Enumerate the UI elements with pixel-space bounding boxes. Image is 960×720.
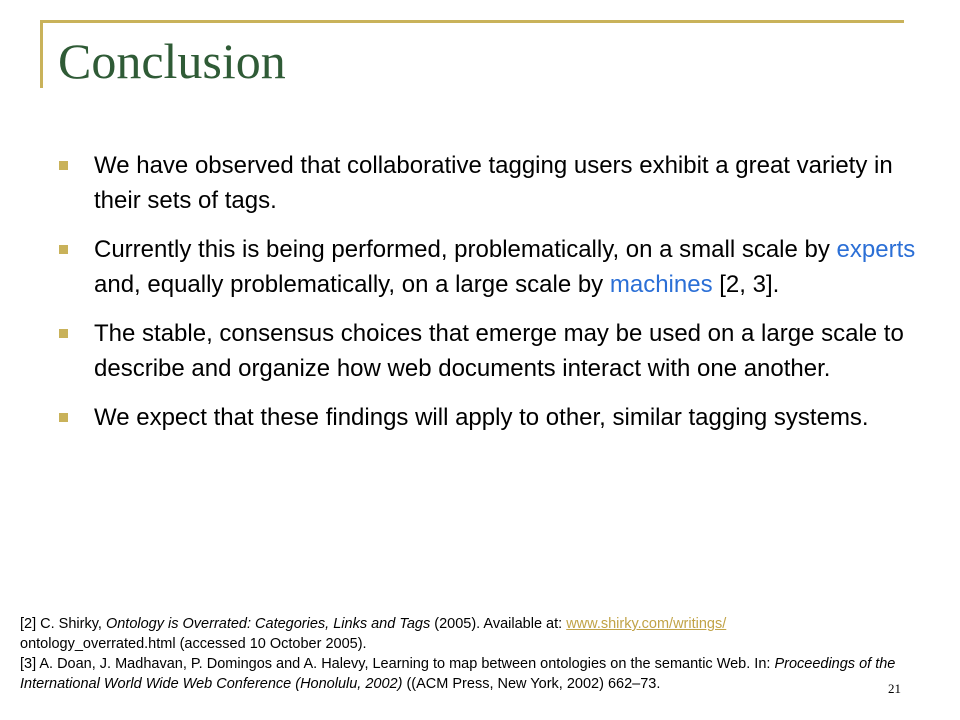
reference-3 [20, 654, 960, 694]
bullet-marker-icon [59, 161, 68, 170]
ref3-suffix: ((ACM Press, New York, 2002) 662–73. [402, 676, 661, 692]
frame-left-rule [40, 20, 43, 88]
bullet-item [58, 232, 918, 302]
bullet-highlight-text: experts [836, 236, 916, 263]
reference-2 [20, 614, 960, 654]
bullet-item [58, 148, 918, 218]
bullet-marker-icon [59, 245, 68, 254]
bullet-marker-icon [59, 329, 68, 338]
references [20, 614, 960, 694]
bullet-highlight-text: machines [609, 271, 713, 298]
bullet-item [58, 316, 918, 386]
ref2-mid: (2005). Available at: [430, 616, 567, 632]
bullet-item [58, 400, 918, 435]
page-number: 21 [888, 681, 901, 696]
bullet-list [58, 148, 918, 449]
slide-title: Conclusion [58, 33, 286, 89]
bullet-marker-icon [59, 413, 68, 422]
frame-top-rule [40, 20, 904, 23]
bullet-text: and, equally problematically, on a large scale by [94, 271, 610, 298]
bullet-text: The stable, consensus choices that emerge may be used on a large scale to describe and organize how web documents interact with one another. [94, 320, 904, 382]
ref2-title: Ontology is Overrated: Categories, Links and Tags [105, 616, 431, 632]
ref3-venue: Proceedings of the International World Wide Web Conference (Honolulu, 2002) [20, 656, 896, 692]
ref2-suffix: ontology_overrated.html (accessed 10 October 2005). [20, 636, 367, 652]
bullet-text: We have observed that collaborative tagging users exhibit a great variety in their sets of tags. [94, 152, 893, 214]
bullet-text: [2, 3]. [712, 271, 780, 298]
bullet-text: Currently this is being performed, problematically, on a small scale by [94, 236, 837, 263]
ref2-prefix: [2] C. Shirky, [20, 616, 106, 632]
ref2-link[interactable]: www.shirky.com/writings/ [566, 616, 727, 632]
ref3-prefix: [3] A. Doan, J. Madhavan, P. Domingos and A. Halevy, Learning to map between ontologies on the semantic Web. In: [20, 656, 775, 672]
bullet-text: We expect that these findings will apply to other, similar tagging systems. [94, 404, 869, 431]
